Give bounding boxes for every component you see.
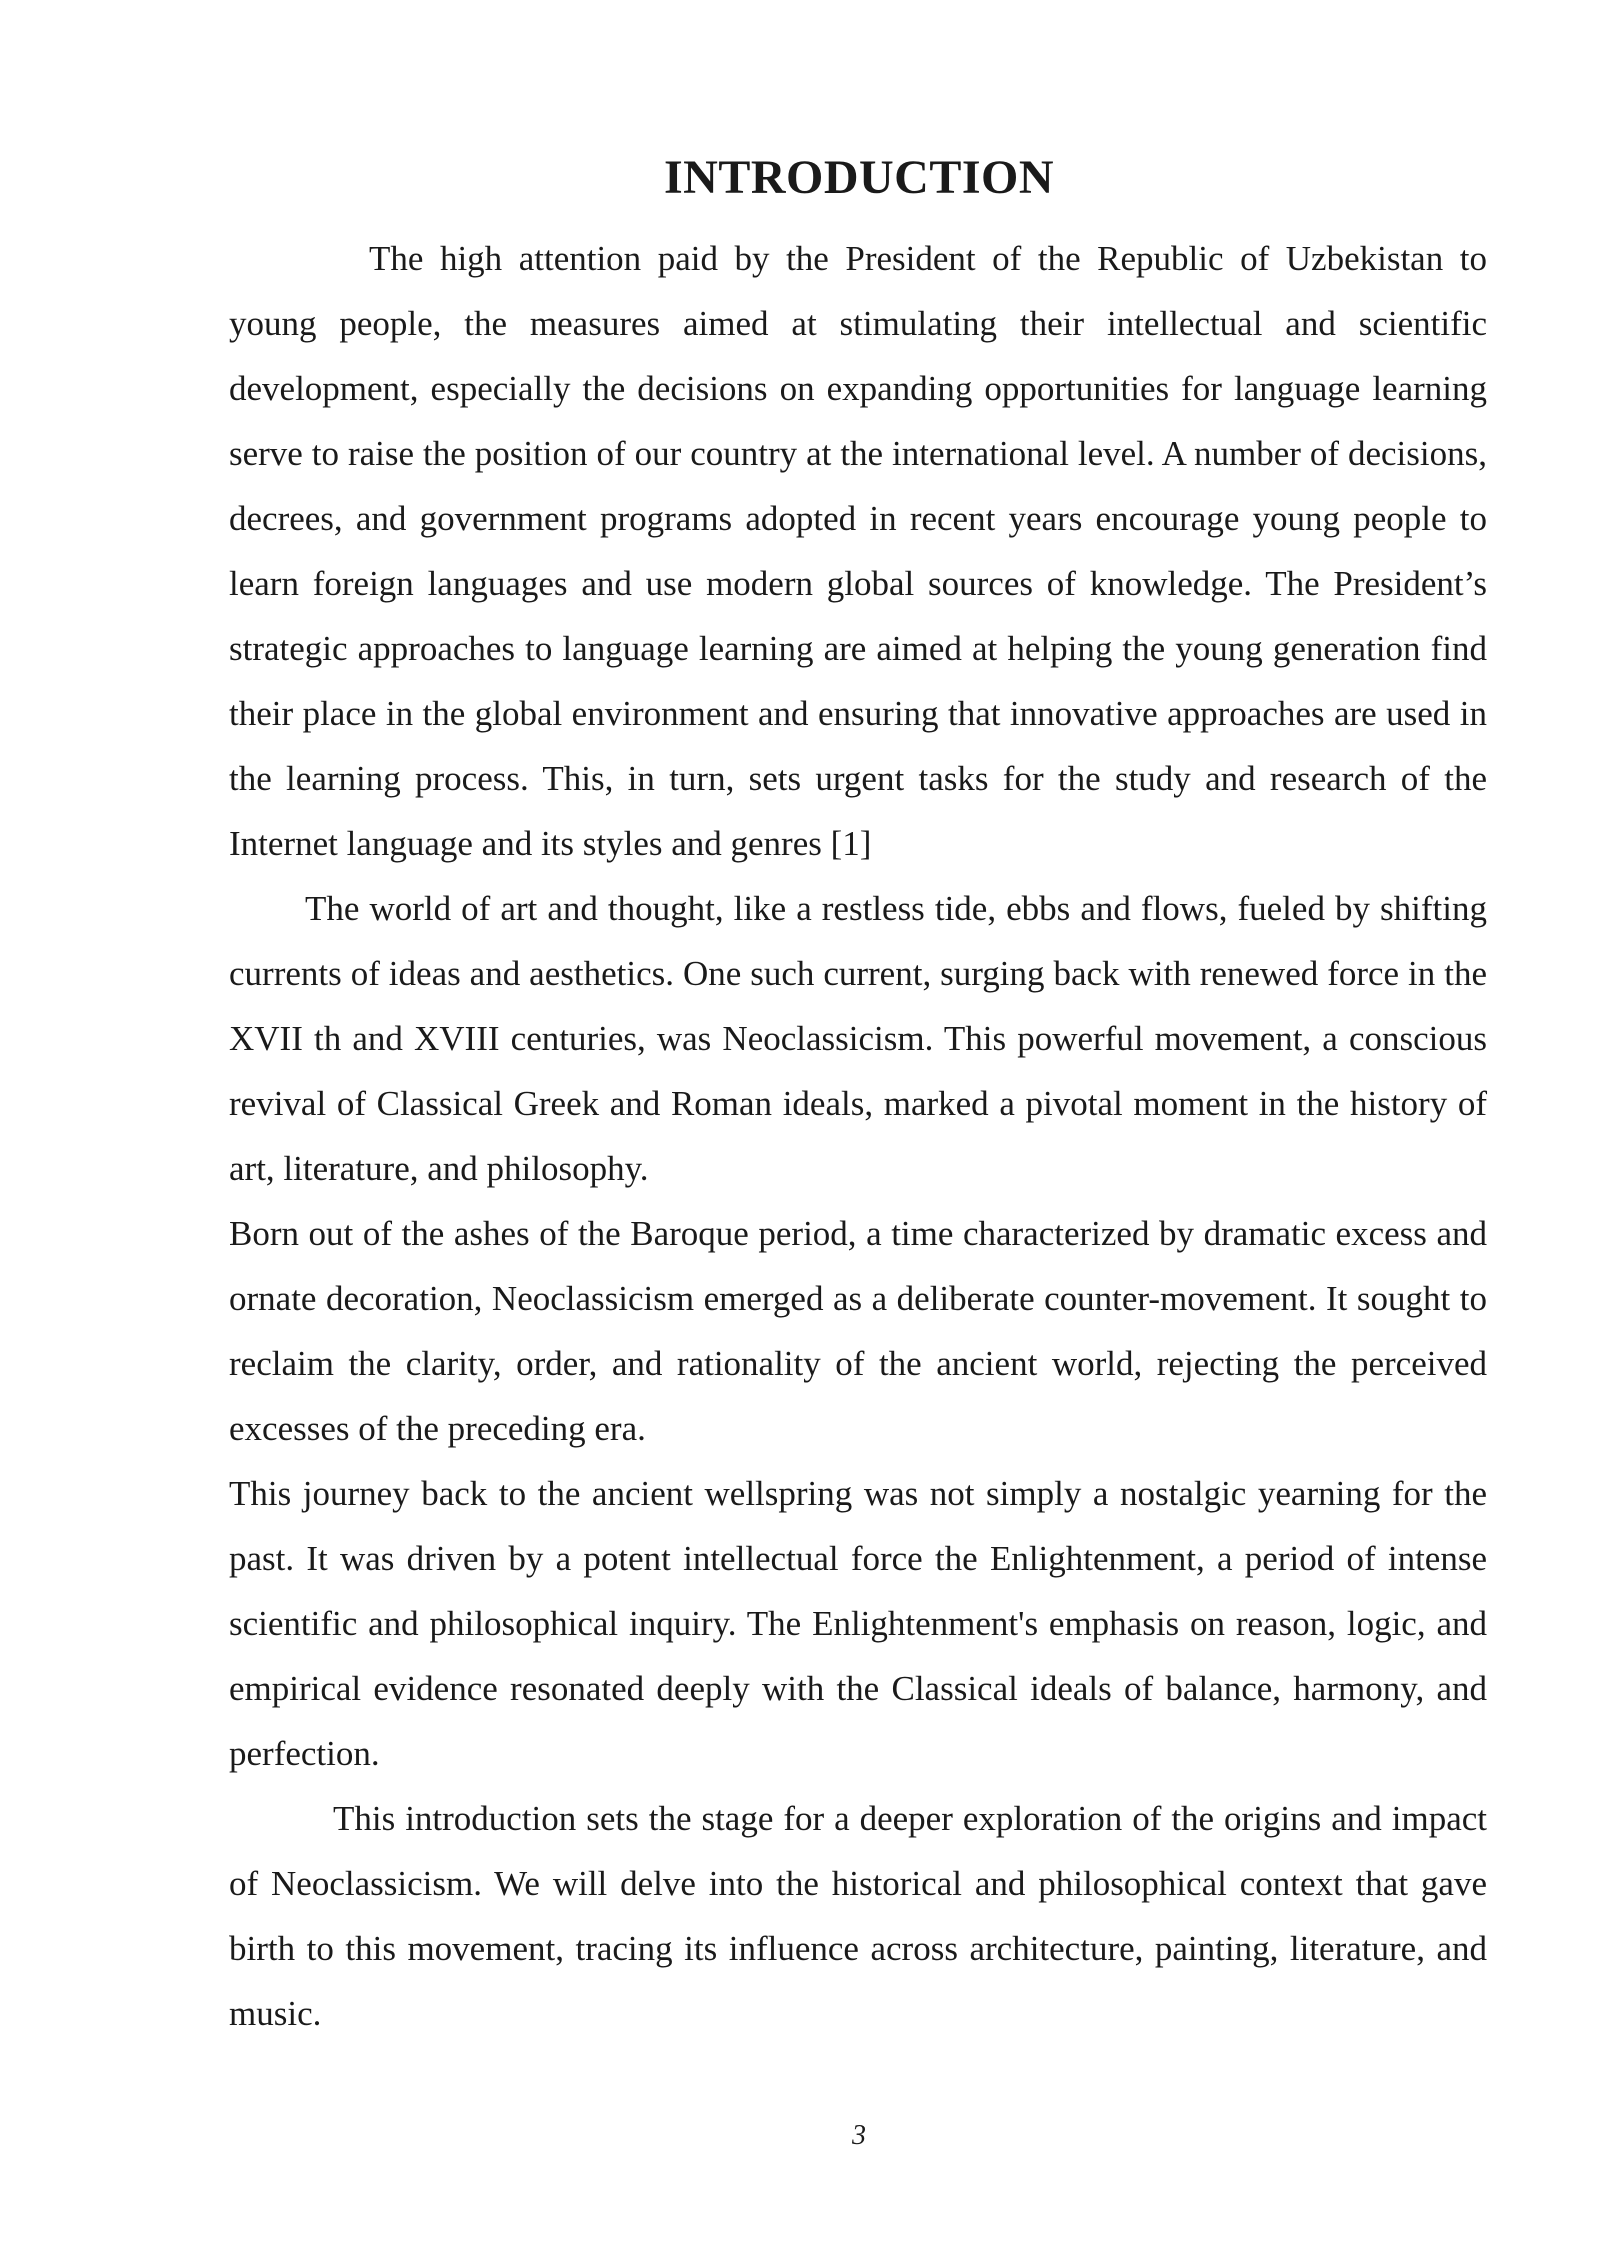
paragraph-5: This introduction sets the stage for a deeper exploration of the origins and impact of Neoclassicism. We will delve into the historical and philosophical context that gave birth to this movement, tracing its influence across architecture, painting, literature, and music. — [229, 1799, 1487, 2033]
page-title: INTRODUCTION — [663, 151, 1055, 204]
paragraph-3: Born out of the ashes of the Baroque period, a time characterized by dramatic excess and ornate decoration, Neoclassicism emerged as a deliberate counter-movement. It sought to reclaim the clarity, order, and rationality of the ancient world, rejecting the perceived excesses of the preceding era. — [229, 1214, 1487, 1448]
paragraph-1: The high attention paid by the President of the Republic of Uzbekistan to young people, the measures aimed at stimulating their intellectual and scientific development, especially the decisions on expanding opportunities for language learning serve to raise the position of our country at the international level. A number of decisions, decrees, and government programs adopted in recent years encourage young people to learn foreign languages and use modern global sources of knowledge. The President’s strategic approaches to language learning are aimed at helping the young generation find their place in the global environment and ensuring that innovative approaches are used in the learning process. This, in turn, sets urgent tasks for the study and research of the Internet language and its styles and genres [1] — [229, 239, 1487, 863]
paragraph-2: The world of art and thought, like a restless tide, ebbs and flows, fueled by shifting currents of ideas and aesthetics. One such current, surging back with renewed force in the XVII th and XVIII centuries, was Neoclassicism. This powerful movement, a conscious revival of Classical Greek and Roman ideals, marked a pivotal moment in the history of art, literature, and philosophy. — [229, 889, 1487, 1188]
document-body — [229, 226, 1487, 2046]
paragraph-4: This journey back to the ancient wellspring was not simply a nostalgic yearning for the past. It was driven by a potent intellectual force the Enlightenment, a period of intense scientific and philosophical inquiry. The Enlightenment's emphasis on reason, logic, and empirical evidence resonated deeply with the Classical ideals of balance, harmony, and perfection. — [229, 1474, 1487, 1773]
page-number: 3 — [852, 2120, 866, 2151]
